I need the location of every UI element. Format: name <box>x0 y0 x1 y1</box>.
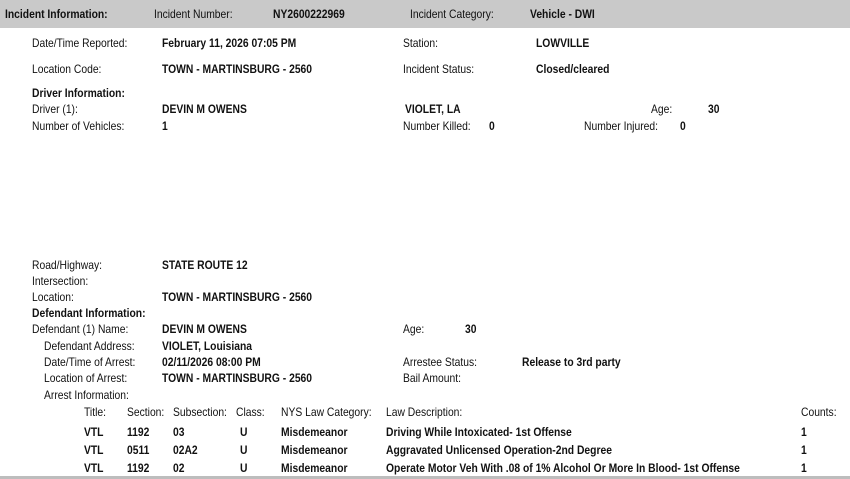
charge-class: U <box>240 443 248 457</box>
col-law-category: NYS Law Category: <box>281 405 372 419</box>
driver-residence: VIOLET, LA <box>405 102 461 116</box>
arrest-time: 02/11/2026 08:00 PM <box>162 355 261 369</box>
road-label: Road/Highway: <box>32 258 102 272</box>
col-counts: Counts: <box>801 405 837 419</box>
reported-label: Date/Time Reported: <box>32 36 128 50</box>
defendant-age-label: Age: <box>403 322 425 336</box>
charge-subsection: 03 <box>173 425 185 439</box>
charge-class: U <box>240 425 248 439</box>
charge-counts: 1 <box>801 461 807 475</box>
col-class: Class: <box>236 405 265 419</box>
driver-age-label: Age: <box>651 102 673 116</box>
location-value: TOWN - MARTINSBURG - 2560 <box>162 290 313 304</box>
defendant-address: VIOLET, Louisiana <box>162 339 253 353</box>
charge-description: Aggravated Unlicensed Operation-2nd Degree <box>386 443 612 457</box>
killed-label: Number Killed: <box>403 119 471 133</box>
location-label: Location: <box>32 290 74 304</box>
incident-number-label: Incident Number: <box>154 7 233 21</box>
defendant-name: DEVIN M OWENS <box>162 322 247 336</box>
location-code-label: Location Code: <box>32 62 102 76</box>
col-title: Title: <box>84 405 106 419</box>
defendant-address-label: Defendant Address: <box>44 339 135 353</box>
charge-category: Misdemeanor <box>281 443 348 457</box>
reported-value: February 11, 2026 07:05 PM <box>162 36 297 50</box>
charge-section: 1192 <box>127 425 150 439</box>
charge-section: 1192 <box>127 461 150 475</box>
charge-counts: 1 <box>801 425 807 439</box>
charge-title: VTL <box>84 461 104 475</box>
killed-value: 0 <box>489 119 495 133</box>
charge-category: Misdemeanor <box>281 425 348 439</box>
charge-title: VTL <box>84 425 104 439</box>
incident-category-label: Incident Category: <box>410 7 494 21</box>
injured-label: Number Injured: <box>584 119 659 133</box>
vehicles-label: Number of Vehicles: <box>32 119 125 133</box>
location-code-value: TOWN - MARTINSBURG - 2560 <box>162 62 313 76</box>
charge-subsection: 02 <box>173 461 185 475</box>
col-subsection: Subsection: <box>173 405 227 419</box>
arrest-location-label: Location of Arrest: <box>44 371 128 385</box>
intersection-label: Intersection: <box>32 274 89 288</box>
charge-counts: 1 <box>801 443 807 457</box>
charge-title: VTL <box>84 443 104 457</box>
arrestee-status: Release to 3rd party <box>522 355 621 369</box>
charge-description: Driving While Intoxicated- 1st Offense <box>386 425 572 439</box>
defendant-age: 30 <box>465 322 477 336</box>
defendant-name-label: Defendant (1) Name: <box>32 322 129 336</box>
incident-info-heading: Incident Information: <box>5 7 108 21</box>
incident-status-label: Incident Status: <box>403 62 475 76</box>
driver-age: 30 <box>708 102 720 116</box>
bail-amount-label: Bail Amount: <box>403 371 461 385</box>
injured-value: 0 <box>680 119 686 133</box>
charge-description: Operate Motor Veh With .08 of 1% Alcohol Or More In Blood- 1st Offense <box>386 461 740 475</box>
charge-category: Misdemeanor <box>281 461 348 475</box>
charge-class: U <box>240 461 248 475</box>
driver-name: DEVIN M OWENS <box>162 102 247 116</box>
incident-number: NY2600222969 <box>273 7 345 21</box>
arrest-info-label: Arrest Information: <box>44 388 129 402</box>
incident-category: Vehicle - DWI <box>530 7 595 21</box>
arrestee-status-label: Arrestee Status: <box>403 355 478 369</box>
station-value: LOWVILLE <box>536 36 590 50</box>
col-law-description: Law Description: <box>386 405 463 419</box>
arrest-location: TOWN - MARTINSBURG - 2560 <box>162 371 313 385</box>
station-label: Station: <box>403 36 439 50</box>
road-value: STATE ROUTE 12 <box>162 258 248 272</box>
arrest-time-label: Date/Time of Arrest: <box>44 355 136 369</box>
charge-subsection: 02A2 <box>173 443 198 457</box>
driver-label: Driver (1): <box>32 102 78 116</box>
charge-section: 0511 <box>127 443 150 457</box>
col-section: Section: <box>127 405 165 419</box>
defendant-info-heading: Defendant Information: <box>32 306 146 320</box>
vehicles-value: 1 <box>162 119 168 133</box>
incident-status-value: Closed/cleared <box>536 62 610 76</box>
driver-info-heading: Driver Information: <box>32 86 125 100</box>
